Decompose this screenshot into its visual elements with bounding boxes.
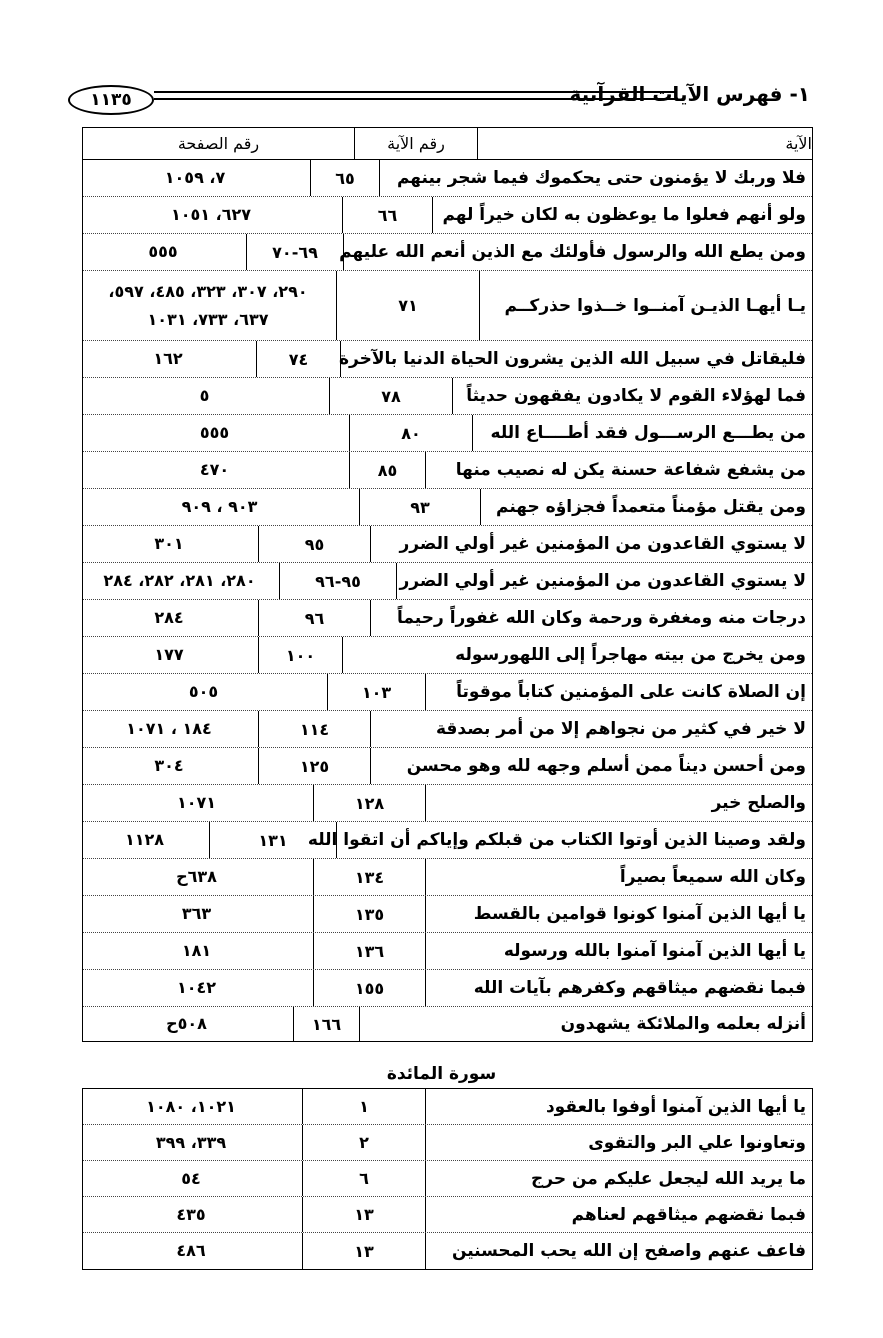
verse-cell: وكان الله سميعاً بصيراً bbox=[619, 867, 806, 887]
page-number-cell: ٥٠٨ح bbox=[166, 1014, 207, 1033]
verse-cell: لا خير في كثير من نجواهم إلا من أمر بصدقة bbox=[435, 719, 806, 739]
verse-cell: وتعاونوا علي البر والتقوى bbox=[588, 1132, 806, 1153]
table-row bbox=[83, 896, 812, 933]
page-number-cell: ٦٣٨ح bbox=[176, 867, 217, 886]
table-row bbox=[83, 415, 812, 452]
verse-cell: ومن يقتل مؤمناً متعمداً فجزاؤه جهنم bbox=[496, 497, 806, 517]
verse-cell: أنزله بعلمه والملائكة يشهدون bbox=[560, 1014, 806, 1034]
verse-number-cell: ١١٤ bbox=[258, 711, 371, 747]
page-number-cell: ١٨١ bbox=[181, 941, 212, 960]
table-header-row bbox=[83, 128, 812, 160]
surah-title: سورة المائدة bbox=[386, 1064, 497, 1084]
page-number: ١١٣٥ bbox=[68, 85, 154, 115]
verse-number-cell: ١٣٥ bbox=[313, 896, 426, 932]
page-number-cell: ١٧٧ bbox=[154, 645, 184, 664]
table-row bbox=[83, 452, 812, 489]
verse-cell: ومن أحسن ديناً ممن أسلم وجهه لله وهو محسن bbox=[406, 756, 806, 776]
verse-number-cell: ١٣ bbox=[302, 1197, 426, 1232]
verse-number-cell: ٧٤ bbox=[256, 341, 341, 377]
table-row bbox=[83, 489, 812, 526]
page-number-cell: ٤٧٠ bbox=[199, 460, 230, 479]
verse-number-cell: ٩٣ bbox=[359, 489, 481, 525]
page-number-cell: ١٠٤٢ bbox=[176, 978, 217, 997]
verse-number-cell: ١٠٣ bbox=[327, 674, 426, 710]
table-row bbox=[83, 526, 812, 563]
verse-cell: إن الصلاة كانت على المؤمنين كتاباً موقوتاً bbox=[456, 682, 806, 702]
page-number-cell: ١٠٧١ bbox=[176, 793, 217, 812]
verse-cell: ما يريد الله ليجعل عليكم من حرج bbox=[531, 1168, 806, 1189]
table-row bbox=[83, 1233, 812, 1269]
table-row bbox=[83, 271, 812, 341]
page-title: ١- فهرس الآيات القرآنية bbox=[569, 82, 810, 106]
verse-cell: ومن يطع الله والرسول فأولئك مع الذين أنعم الله عليهم bbox=[339, 242, 806, 262]
verse-number-cell: ٩٥-٩٦ bbox=[279, 563, 397, 599]
page-number-cell: ٥٥٥ bbox=[148, 242, 178, 261]
verse-number-cell: ٦٦ bbox=[342, 197, 433, 233]
verse-cell: يا أيها الذين آمنوا آمنوا بالله ورسوله bbox=[503, 941, 806, 961]
verse-number-cell: ١٢٨ bbox=[313, 785, 426, 821]
page-number-cell: ٥٠٥ bbox=[188, 682, 219, 701]
col-verse-number-header: رقم الآية bbox=[354, 128, 478, 159]
table-row bbox=[83, 197, 812, 234]
page-number-cell: ٢٩٠، ٣٠٧، ٣٢٣، ٤٨٥، ٥٩٧، ٦٣٧، ٧٣٣، ١٠٣١ bbox=[108, 281, 308, 329]
page-number-cell: ٢٨٤ bbox=[154, 608, 184, 627]
verse-cell: والصلح خير bbox=[711, 793, 806, 813]
verse-cell: ومن يخرج من بيته مهاجراً إلى اللهورسوله bbox=[455, 645, 806, 665]
table-row bbox=[83, 563, 812, 600]
table-row bbox=[83, 711, 812, 748]
verse-cell: يـا أيهـا الذيـن آمنــوا خــذوا حذركــم bbox=[504, 295, 806, 316]
page-header bbox=[68, 82, 810, 118]
table-row bbox=[83, 637, 812, 674]
verse-cell: ولقد وصينا الذين أوتوا الكتاب من قبلكم وإياكم أن اتقوا الله bbox=[307, 830, 806, 850]
table-row bbox=[83, 822, 812, 859]
verse-cell: يا أيها الذين آمنوا أوفوا بالعقود bbox=[545, 1096, 806, 1117]
verse-cell: فبما نقضهم ميثاقهم لعناهم bbox=[571, 1204, 806, 1225]
verse-number-cell: ١٥٥ bbox=[313, 970, 426, 1006]
page-number-cell: ٤٣٥ bbox=[176, 1204, 206, 1224]
page-number-cell: ٤٨٦ bbox=[176, 1241, 206, 1260]
table-row bbox=[83, 600, 812, 637]
page-number-cell: ٥٤ bbox=[181, 1168, 201, 1188]
page-number-cell: ١١٢٨ bbox=[124, 830, 165, 849]
verse-number-cell: ١٦٦ bbox=[293, 1007, 360, 1041]
verse-number-cell: ١ bbox=[302, 1089, 426, 1124]
table-row bbox=[83, 785, 812, 822]
page-number-cell: ٥ bbox=[199, 386, 210, 405]
verse-number-cell: ٦ bbox=[302, 1161, 426, 1196]
index-table-nisa bbox=[82, 127, 813, 1042]
verse-number-cell: ١٣٤ bbox=[313, 859, 426, 895]
page-number-cell: ١٦٢ bbox=[153, 349, 183, 368]
verse-cell: درجات منه ومغفرة ورحمة وكان الله غفوراً رحيماً bbox=[397, 608, 806, 628]
table-row bbox=[83, 970, 812, 1007]
page-number-cell: ٣٣٩، ٣٩٩ bbox=[155, 1132, 227, 1152]
index-table-maidah bbox=[82, 1088, 813, 1270]
table-row bbox=[83, 1197, 812, 1233]
verse-cell: من يشفع شفاعة حسنة يكن له نصيب منها bbox=[455, 460, 806, 480]
verse-number-cell: ٦٥ bbox=[310, 160, 380, 196]
verse-number-cell: ٨٠ bbox=[349, 415, 473, 451]
verse-cell: ولو أنهم فعلوا ما يوعظون به لكان خيراً لهم bbox=[442, 205, 806, 225]
verse-number-cell: ٧١ bbox=[336, 271, 480, 340]
page-number-cell: ٢٨٠، ٢٨١، ٢٨٢، ٢٨٤ bbox=[103, 571, 256, 590]
col-verse-header: الآية bbox=[785, 134, 812, 153]
table-row bbox=[83, 1125, 812, 1161]
table-row bbox=[83, 1007, 812, 1041]
verse-number-cell: ٩٦ bbox=[258, 600, 371, 636]
page-number-cell: ٣٠١ bbox=[154, 534, 184, 553]
verse-cell: لا يستوي القاعدون من المؤمنين غير أولي الضرر bbox=[399, 534, 806, 554]
table-row bbox=[83, 234, 812, 271]
table-row bbox=[83, 160, 812, 197]
page-number-cell: ٣٦٣ bbox=[181, 904, 212, 923]
verse-cell: فبما نقضهم ميثاقهم وكفرهم بآيات الله bbox=[473, 978, 806, 998]
verse-number-cell: ١٣ bbox=[302, 1233, 426, 1269]
page-number-cell: ٧، ١٠٥٩ bbox=[164, 168, 226, 187]
page-number-cell: ٥٥٥ bbox=[199, 423, 230, 442]
table-row bbox=[83, 1089, 812, 1125]
page-number-cell: ٣٠٤ bbox=[154, 756, 184, 775]
verse-cell: من يطـــع الرســـول فقد أطــــاع الله bbox=[490, 423, 806, 443]
verse-number-cell: ٦٩-٧٠ bbox=[246, 234, 344, 270]
verse-cell: فليقاتل في سبيل الله الذين يشرون الحياة الدنيا بالآخرة bbox=[339, 349, 806, 369]
verse-number-cell: ٧٨ bbox=[329, 378, 453, 414]
page-number-cell: ٦٢٧، ١٠٥١ bbox=[171, 205, 252, 224]
table-row bbox=[83, 859, 812, 896]
verse-cell: فاعف عنهم واصفح إن الله يحب المحسنين bbox=[451, 1241, 806, 1261]
table-row bbox=[83, 341, 812, 378]
verse-number-cell: ١٠٠ bbox=[258, 637, 343, 673]
verse-number-cell: ١٣١ bbox=[209, 822, 337, 858]
table-row bbox=[83, 378, 812, 415]
table-row bbox=[83, 748, 812, 785]
verse-number-cell: ٩٥ bbox=[258, 526, 371, 562]
verse-cell: لا يستوي القاعدون من المؤمنين غير أولي الضرر bbox=[399, 571, 806, 591]
verse-number-cell: ١٣٦ bbox=[313, 933, 426, 969]
verse-number-cell: ١٢٥ bbox=[258, 748, 371, 784]
page-number-cell: ١٠٢١، ١٠٨٠ bbox=[146, 1096, 236, 1116]
col-page-header: رقم الصفحة bbox=[177, 134, 260, 153]
table-row bbox=[83, 1161, 812, 1197]
verse-cell: يا أيها الذين آمنوا كونوا قوامين بالقسط bbox=[473, 904, 806, 924]
table-row bbox=[83, 933, 812, 970]
verse-cell: فما لهؤلاء القوم لا يكادون يفقهون حديثاً bbox=[466, 386, 806, 406]
verse-number-cell: ٨٥ bbox=[349, 452, 426, 488]
verse-cell: فلا وربك لا يؤمنون حتى يحكموك فيما شجر بينهم bbox=[396, 168, 806, 188]
table-row bbox=[83, 674, 812, 711]
page-number-cell: ١٨٤ ، ١٠٧١ bbox=[126, 719, 212, 738]
verse-number-cell: ٢ bbox=[302, 1125, 426, 1160]
page-number-cell: ٩٠٣ ، ٩٠٩ bbox=[181, 497, 258, 516]
